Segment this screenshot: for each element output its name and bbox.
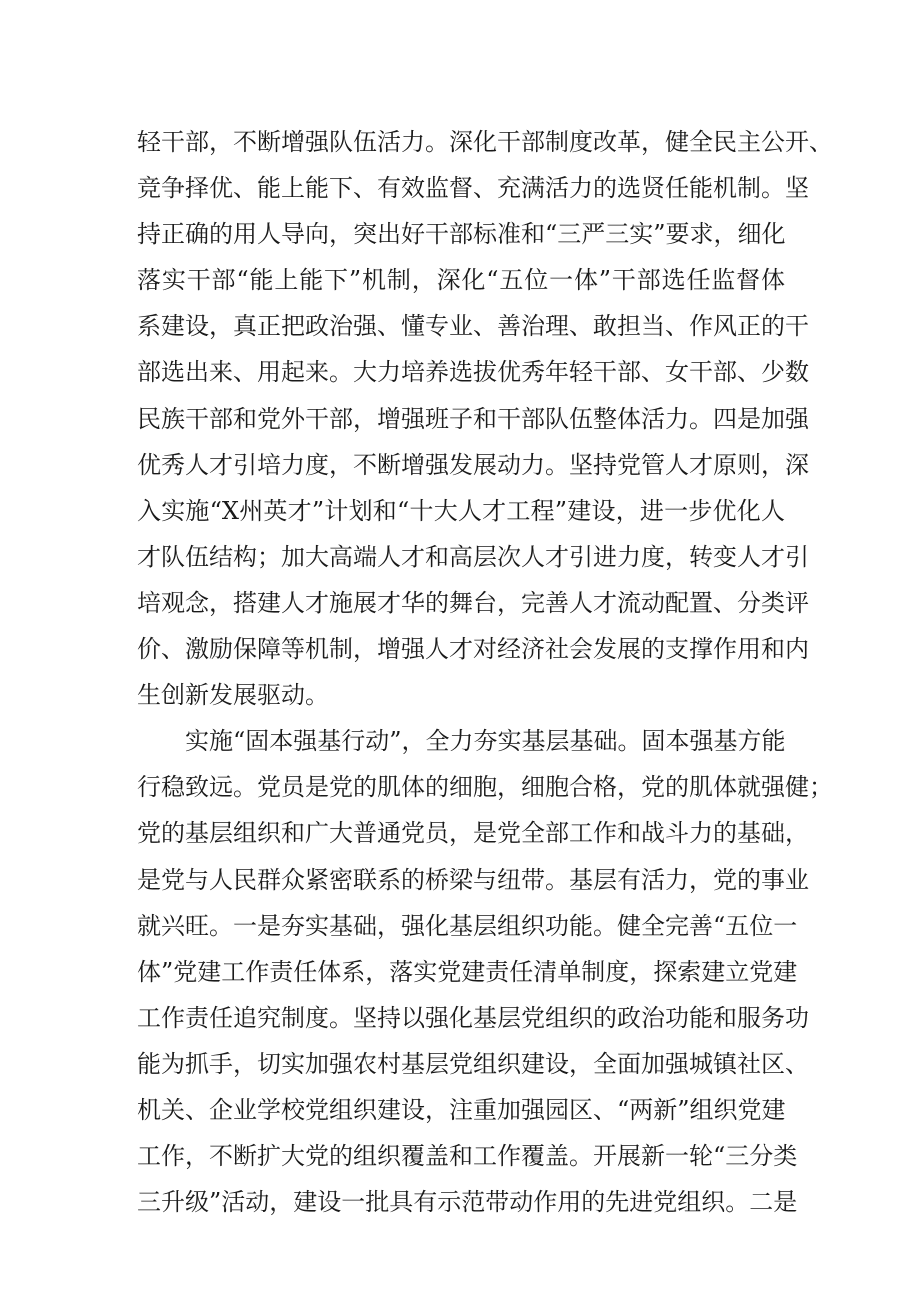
text-line: 是党与人民群众紧密联系的桥梁与纽带。基层有活力，党的事业 xyxy=(137,865,809,894)
text-line: 民族干部和党外干部，增强班子和干部队伍整体活力。四是加强 xyxy=(137,404,809,433)
text-line: 实施“固本强基行动”，全力夯实基层基础。固本强基方能 xyxy=(185,727,786,756)
text-line: 价、激励保障等机制，增强人才对经济社会发展的支撑作用和内 xyxy=(137,635,809,664)
text-line: 部选出来、用起来。大力培养选拔优秀年轻干部、女干部、少数 xyxy=(137,358,809,387)
text-line: 优秀人才引培力度，不断增强发展动力。坚持党管人才原则，深 xyxy=(137,450,809,479)
text-line: 轻干部，不断增强队伍活力。深化干部制度改革，健全民主公开、 xyxy=(137,128,833,156)
text-line: 工作责任追究制度。坚持以强化基层党组织的政治功能和服务功 xyxy=(137,1003,809,1032)
text-line: 入实施“X州英才”计划和“十大人才工程”建设，进一步优化人 xyxy=(137,496,785,525)
text-line: 行稳致远。党员是党的肌体的细胞，细胞合格，党的肌体就强健； xyxy=(137,773,833,802)
text-line: 落实干部“能上能下”机制，深化“五位一体”干部选任监督体 xyxy=(137,266,785,295)
text-line: 培观念，搭建人才施展才华的舞台，完善人才流动配置、分类评 xyxy=(137,588,809,617)
text-line: 工作，不断扩大党的组织覆盖和工作覆盖。开展新一轮“三分类 xyxy=(137,1142,798,1171)
document-body xyxy=(137,119,833,1225)
paragraph-1 xyxy=(137,119,833,718)
text-line: 就兴旺。一是夯实基础，强化基层组织功能。健全完善“五位一 xyxy=(137,911,798,940)
text-line: 机关、企业学校党组织建设，注重加强园区、“两新”组织党建 xyxy=(137,1095,786,1124)
text-line: 才队伍结构；加大高端人才和高层次人才引进力度，转变人才引 xyxy=(137,542,809,571)
text-line: 能为抓手，切实加强农村基层党组织建设，全面加强城镇社区、 xyxy=(137,1049,809,1078)
text-line: 持正确的用人导向，突出好干部标准和“三严三实”要求，细化 xyxy=(137,220,786,249)
paragraph-2 xyxy=(137,718,833,1225)
text-line: 体”党建工作责任体系，落实党建责任清单制度，探索建立党建 xyxy=(137,957,798,986)
text-line: 党的基层组织和广大普通党员，是党全部工作和战斗力的基础， xyxy=(137,819,809,848)
text-line: 竞争择优、能上能下、有效监督、充满活力的选贤任能机制。坚 xyxy=(137,174,809,203)
text-line: 系建设，真正把政治强、懂专业、善治理、敢担当、作风正的干 xyxy=(137,312,809,341)
text-line: 生创新发展驱动。 xyxy=(137,681,329,710)
text-line: 三升级”活动，建设一批具有示范带动作用的先进党组织。二是 xyxy=(137,1188,798,1217)
